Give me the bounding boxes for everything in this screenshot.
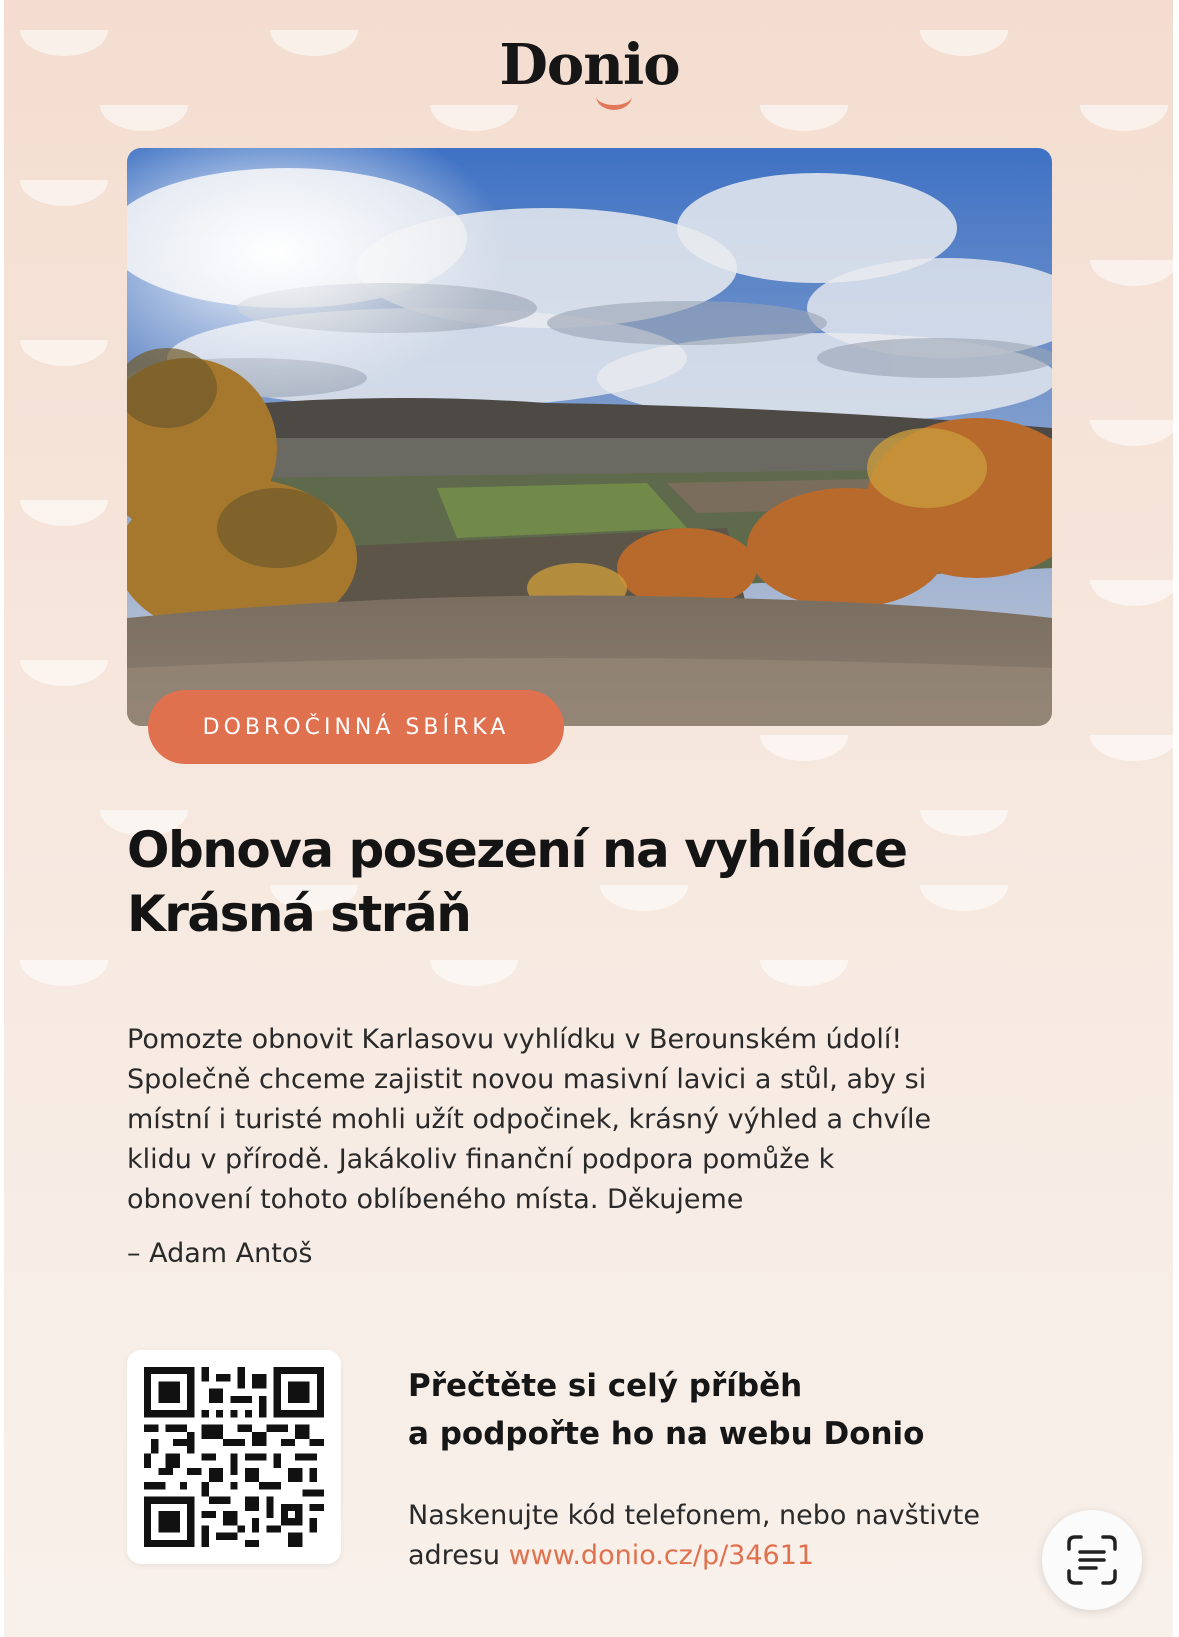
campaign-author: – Adam Antoš	[127, 1238, 313, 1269]
description-line: Pomozte obnovit Karlasovu vyhlídku v Berounském údolí!	[127, 1024, 903, 1055]
donio-campaign-link[interactable]: www.donio.cz/p/34611	[508, 1540, 815, 1571]
qr-code-card[interactable]	[127, 1350, 341, 1564]
cta-instructions	[408, 1496, 1048, 1576]
description-line: Společně chceme zajistit novou masivní lavici a stůl, aby si	[127, 1064, 927, 1095]
campaign-photo	[127, 148, 1052, 726]
scan-text-icon	[1065, 1533, 1119, 1587]
description-line: místní i turisté mohli užít odpočinek, krásný výhled a chvíle	[127, 1104, 932, 1135]
cta-instructions-line	[408, 1536, 1048, 1576]
campaign-description	[127, 1020, 1027, 1220]
cta-prefix: adresu	[408, 1540, 509, 1571]
cta-instructions-line: Naskenujte kód telefonem, nebo navštivte	[408, 1500, 980, 1531]
cta-heading-line-1: Přečtěte si celý příběh	[408, 1368, 803, 1404]
cta-heading-line-2: a podpořte ho na webu Donio	[408, 1416, 925, 1452]
description-line: klidu v přírodě. Jakákoliv finanční podpora pomůže k	[127, 1144, 835, 1175]
scan-text-button[interactable]	[1042, 1510, 1142, 1610]
description-line: obnovení tohoto oblíbeného místa. Děkujeme	[127, 1184, 744, 1215]
donio-logo: Donio	[499, 32, 680, 98]
campaign-type-badge: DOBROČINNÁ SBÍRKA	[148, 690, 564, 764]
qr-code-icon	[144, 1367, 324, 1547]
campaign-title	[127, 818, 1047, 946]
campaign-title-line-1: Obnova posezení na vyhlídce	[127, 821, 907, 879]
cta-heading	[408, 1362, 1028, 1458]
campaign-title-line-2: Krásná stráň	[127, 885, 471, 943]
